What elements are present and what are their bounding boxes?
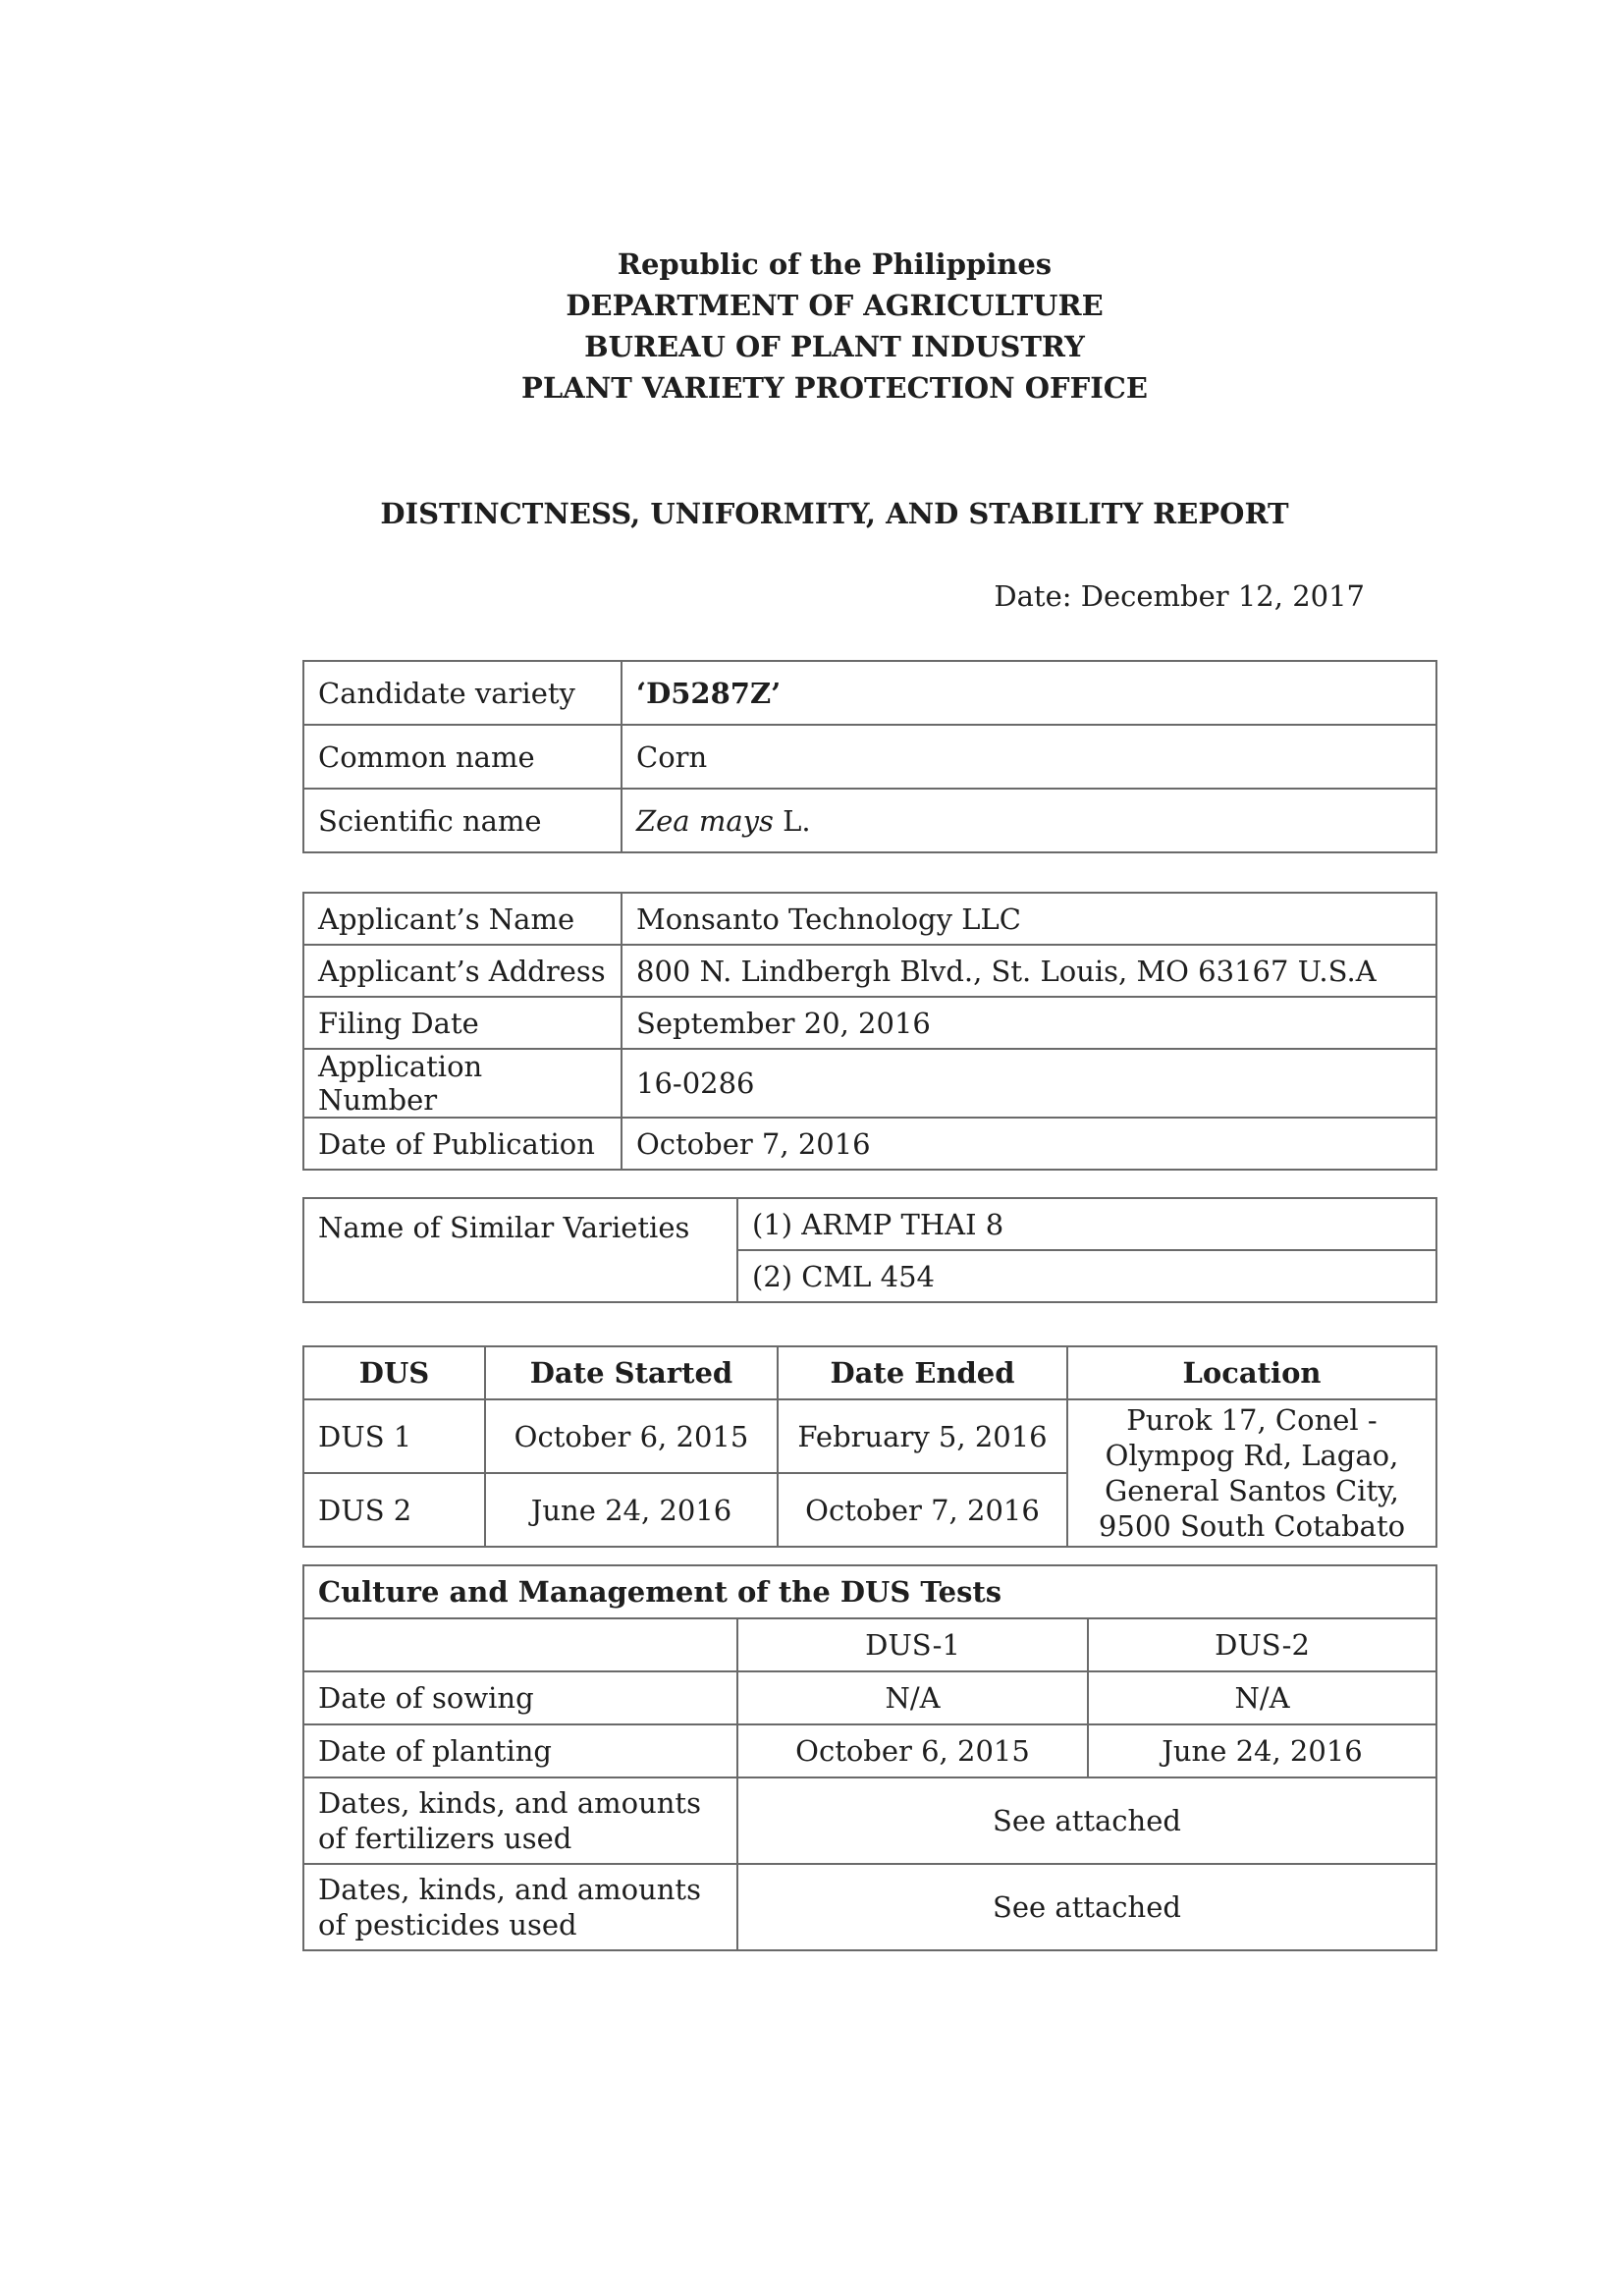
sowing-dus-1: N/A (737, 1671, 1088, 1724)
table-header-row (303, 1346, 1436, 1399)
common-name-value: Corn (622, 725, 1436, 789)
applicant-address-value: 800 N. Lindbergh Blvd., St. Louis, MO 63167 U.S.A (622, 945, 1436, 997)
date-ended-header: Date Ended (778, 1346, 1067, 1399)
table-row (303, 1049, 1436, 1118)
similar-variety-2: (2) CML 454 (737, 1250, 1436, 1302)
pesticides-label: Dates, kinds, and amounts of pesticides used (303, 1864, 737, 1950)
applicant-name-label: Applicant’s Name (303, 893, 622, 945)
sowing-dus-2: N/A (1088, 1671, 1436, 1724)
applicant-address-label: Applicant’s Address (303, 945, 622, 997)
table-row (303, 997, 1436, 1049)
header-office: PLANT VARIETY PROTECTION OFFICE (521, 371, 1148, 405)
applicant-table (302, 892, 1437, 1171)
candidate-value: ‘D5287Z’ (622, 661, 1436, 725)
similar-variety-1: (1) ARMP THAI 8 (737, 1198, 1436, 1250)
common-name-label: Common name (303, 725, 622, 789)
sowing-label: Date of sowing (303, 1671, 737, 1724)
similar-varieties-label: Name of Similar Varieties (303, 1198, 737, 1302)
dus-1-ended: February 5, 2016 (778, 1399, 1067, 1473)
fertilizers-label: Dates, kinds, and amounts of fertilizers used (303, 1777, 737, 1864)
dus-1-name: DUS 1 (303, 1399, 485, 1473)
dus-2-ended: October 7, 2016 (778, 1473, 1067, 1547)
fertilizers-value: See attached (737, 1777, 1436, 1864)
table-row (303, 945, 1436, 997)
header-department: DEPARTMENT OF AGRICULTURE (566, 289, 1104, 322)
table-row (303, 1864, 1436, 1950)
dus-2-column-header: DUS-2 (1088, 1618, 1436, 1671)
similar-varieties-table (302, 1197, 1437, 1303)
dus-2-started: June 24, 2016 (485, 1473, 778, 1547)
scientific-genus-species: Zea mays (636, 803, 774, 838)
culture-management-table (302, 1564, 1437, 1951)
location-header: Location (1067, 1346, 1436, 1399)
filing-date-label: Filing Date (303, 997, 622, 1049)
dus-1-started: October 6, 2015 (485, 1399, 778, 1473)
candidate-label: Candidate variety (303, 661, 622, 725)
dus-schedule-table (302, 1345, 1437, 1548)
header-bureau: BUREAU OF PLANT INDUSTRY (584, 330, 1085, 363)
publication-date-label: Date of Publication (303, 1118, 622, 1170)
planting-label: Date of planting (303, 1724, 737, 1777)
table-row (303, 1618, 1436, 1671)
header-republic: Republic of the Philippines (617, 247, 1053, 281)
planting-dus-1: October 6, 2015 (737, 1724, 1088, 1777)
table-row (303, 725, 1436, 789)
dus-location: Purok 17, Conel - Olympog Rd, Lagao, General Santos City, 9500 South Cotabato (1067, 1399, 1436, 1547)
date-started-header: Date Started (485, 1346, 778, 1399)
table-row (303, 893, 1436, 945)
table-row (303, 661, 1436, 725)
filing-date-value: September 20, 2016 (622, 997, 1436, 1049)
dus-header: DUS (303, 1346, 485, 1399)
table-row (303, 1198, 1436, 1250)
empty-cell (303, 1618, 737, 1671)
table-row (303, 789, 1436, 852)
dus-1-column-header: DUS-1 (737, 1618, 1088, 1671)
table-row (303, 1724, 1436, 1777)
agency-header (0, 244, 1623, 409)
application-number-label: Application Number (303, 1049, 622, 1118)
scientific-name-value (622, 789, 1436, 852)
table-row (303, 1399, 1436, 1473)
report-date: Date: December 12, 2017 (994, 579, 1365, 613)
scientific-name-label: Scientific name (303, 789, 622, 852)
publication-date-value: October 7, 2016 (622, 1118, 1436, 1170)
applicant-name-value: Monsanto Technology LLC (622, 893, 1436, 945)
variety-table (302, 660, 1437, 853)
culture-title: Culture and Management of the DUS Tests (303, 1565, 1436, 1618)
scientific-author: L. (773, 803, 811, 838)
table-row (303, 1777, 1436, 1864)
application-number-value: 16-0286 (622, 1049, 1436, 1118)
dus-2-name: DUS 2 (303, 1473, 485, 1547)
report-title: DISTINCTNESS, UNIFORMITY, AND STABILITY REPORT (380, 497, 1289, 530)
pesticides-value: See attached (737, 1864, 1436, 1950)
table-row (303, 1671, 1436, 1724)
table-header-row (303, 1565, 1436, 1618)
table-row (303, 1118, 1436, 1170)
planting-dus-2: June 24, 2016 (1088, 1724, 1436, 1777)
